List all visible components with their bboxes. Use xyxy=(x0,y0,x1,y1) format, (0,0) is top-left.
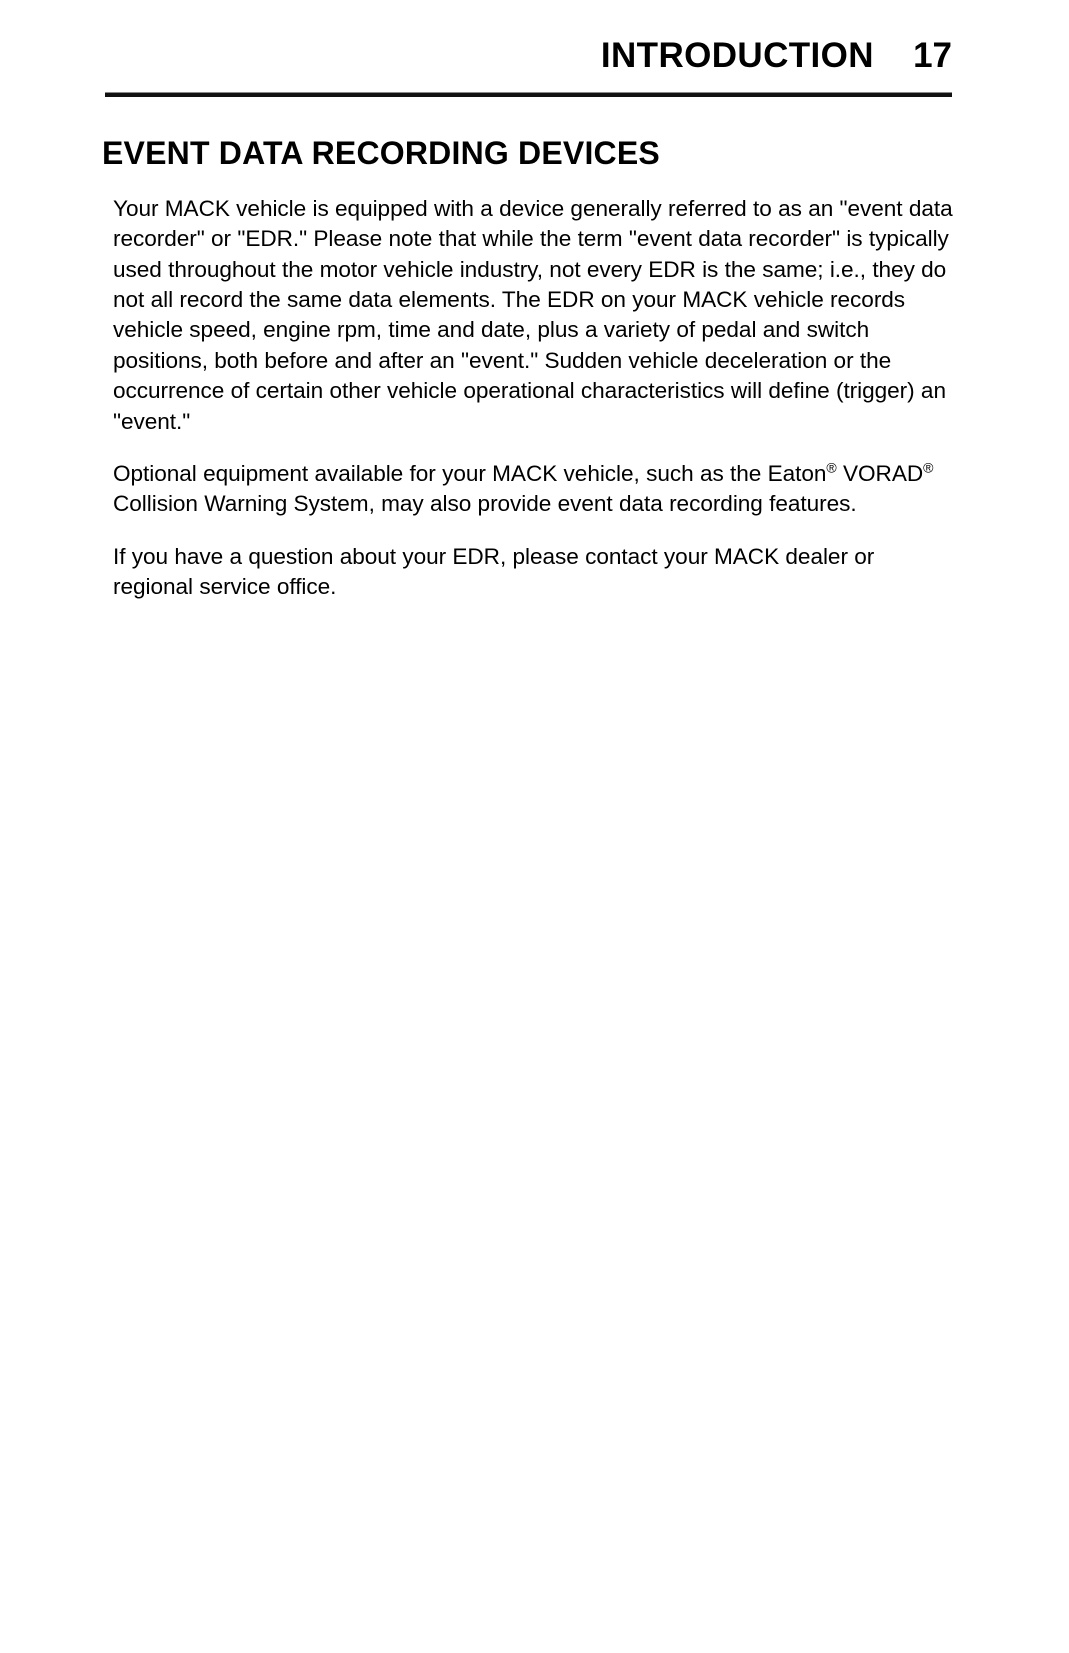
header-chapter-title: INTRODUCTION xyxy=(600,36,874,75)
header-divider-rule xyxy=(105,92,952,97)
header-divider-rule-thick xyxy=(105,93,952,97)
section-heading: EVENT DATA RECORDING DEVICES xyxy=(102,135,660,171)
paragraph-optional-equipment xyxy=(113,459,953,520)
optional-equipment-text-part-1: Optional equipment available for your MACK vehicle, such as the Eaton xyxy=(113,461,827,487)
paragraph-edr-description: Your MACK vehicle is equipped with a device generally referred to as an "event data recorder" or "EDR." Please note that while the term "event data recorder" is typically used throughout the motor vehicle industry, not every EDR is the same; i.e., they do not all record the same data elements. The EDR on your MACK vehicle records vehicle speed, engine rpm, time and date, plus a variety of pedal and switch positions, both before and after an "event." Sudden vehicle deceleration or the occurrence of certain other vehicle operational characteristics will define (trigger) an "event." xyxy=(113,195,953,434)
optional-equipment-text-part-2: VORAD xyxy=(836,461,924,487)
page-content xyxy=(0,136,1069,603)
header-page-number: 17 xyxy=(913,36,952,75)
registered-trademark-icon-eaton: ® xyxy=(826,459,837,476)
paragraph-contact-dealer: If you have a question about your EDR, please contact your MACK dealer or regional service office. xyxy=(113,543,875,600)
optional-equipment-text-part-3: Collision Warning System, may also provide event data recording features. xyxy=(113,491,857,517)
registered-trademark-icon-vorad: ® xyxy=(923,459,934,476)
running-header xyxy=(105,38,952,73)
